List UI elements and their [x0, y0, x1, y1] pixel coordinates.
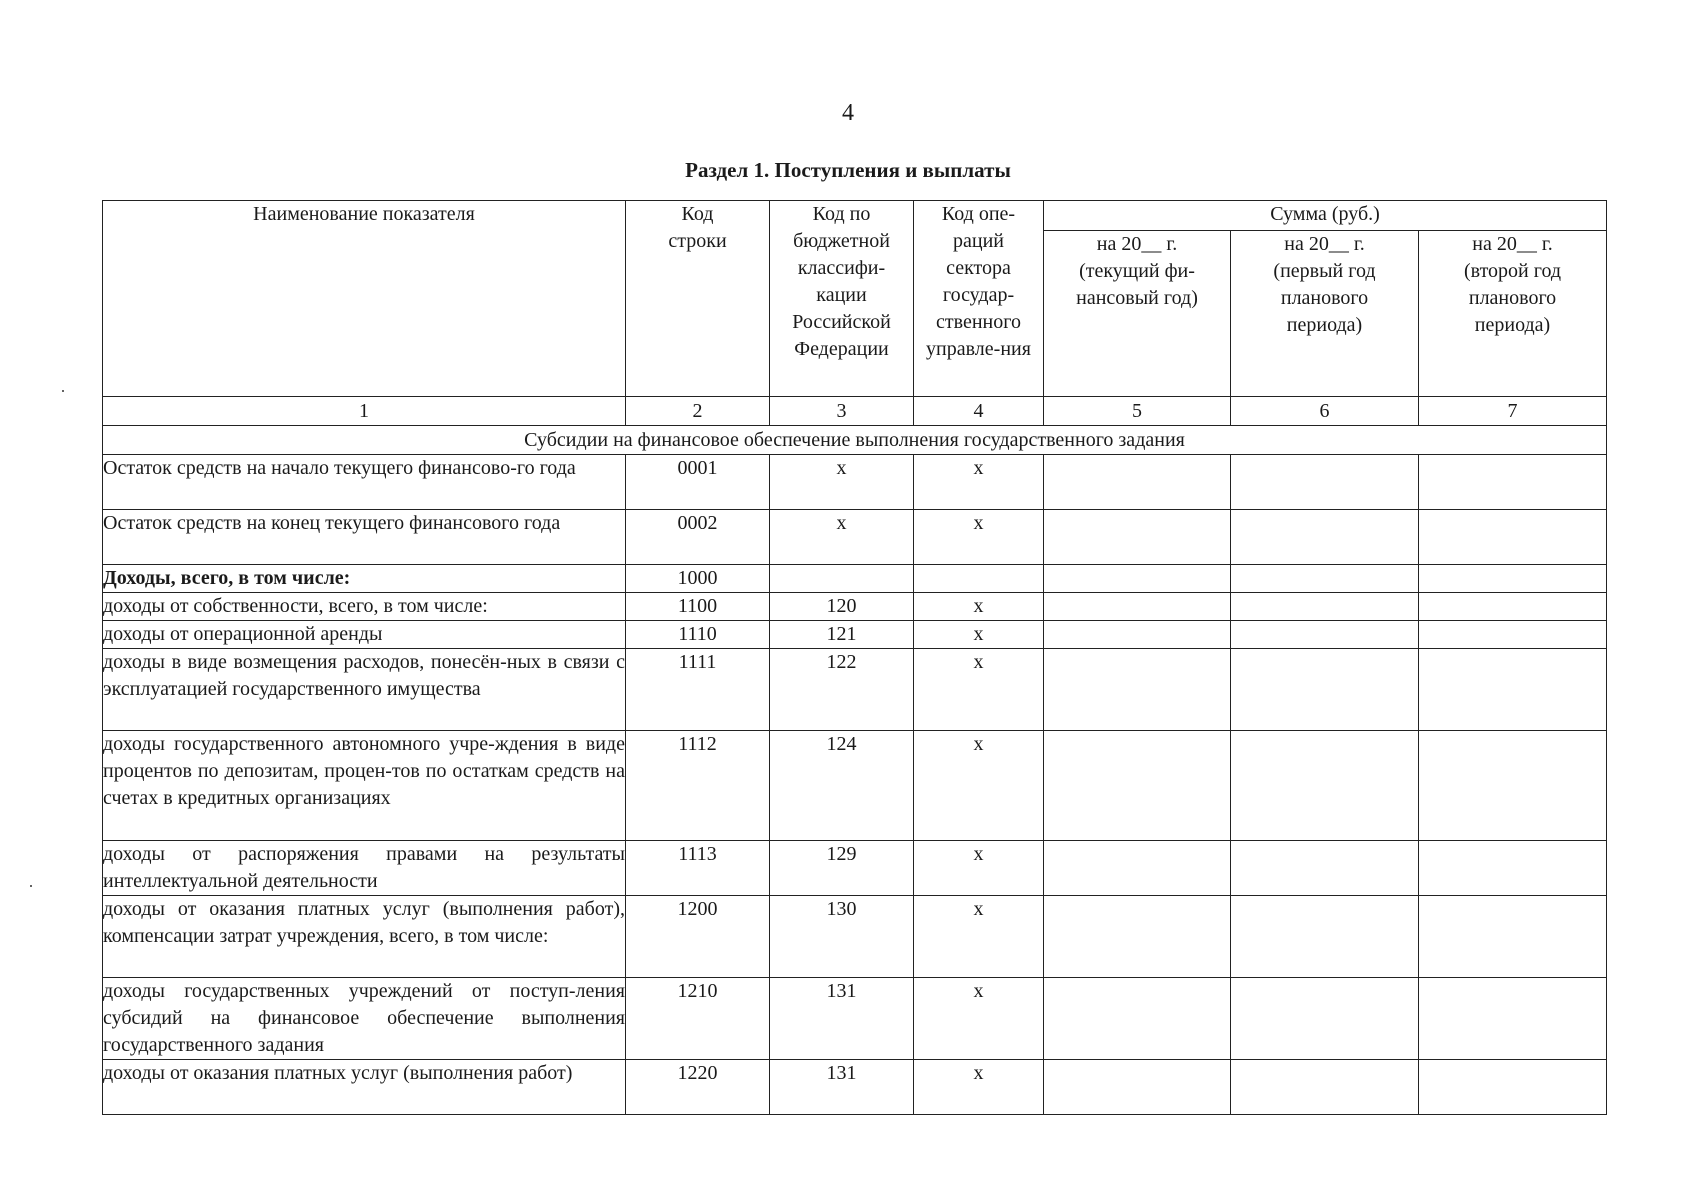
section-title: Раздел 1. Поступления и выплаты: [685, 158, 1011, 182]
row-budget-code: 131: [770, 978, 914, 1060]
row-operation-code: х: [914, 649, 1044, 731]
row-operation-code: х: [914, 455, 1044, 510]
table-row: [103, 731, 1607, 841]
row-name: Доходы, всего, в том числе:: [103, 565, 626, 593]
amount-cell: [1044, 565, 1231, 593]
amount-cell: [1044, 649, 1231, 731]
table-row: [103, 841, 1607, 896]
section-heading: Субсидии на финансовое обеспечение выполнения государственного задания: [103, 426, 1607, 455]
row-code: 1200: [626, 896, 770, 978]
row-budget-code: х: [770, 510, 914, 565]
column-number: 1: [103, 397, 626, 426]
row-operation-code: х: [914, 621, 1044, 649]
row-code: 1220: [626, 1060, 770, 1115]
row-code: 1110: [626, 621, 770, 649]
row-budget-code: 130: [770, 896, 914, 978]
amount-cell: [1231, 896, 1419, 978]
header-year-first: [1231, 231, 1419, 397]
amount-cell: [1419, 565, 1607, 593]
header-row-code-text: Код строки: [668, 203, 727, 252]
header-sum: Сумма (руб.): [1044, 201, 1607, 231]
amount-cell: [1044, 978, 1231, 1060]
amount-cell: [1419, 455, 1607, 510]
row-budget-code: 124: [770, 731, 914, 841]
row-code: 1111: [626, 649, 770, 731]
income-expense-table: [102, 200, 1607, 1115]
amount-cell: [1231, 565, 1419, 593]
amount-cell: [1419, 621, 1607, 649]
row-budget-code: 122: [770, 649, 914, 731]
row-operation-code: х: [914, 841, 1044, 896]
row-code: 0002: [626, 510, 770, 565]
row-code: 1210: [626, 978, 770, 1060]
row-operation-code: х: [914, 731, 1044, 841]
row-name: доходы от собственности, всего, в том числе:: [103, 593, 626, 621]
row-name: доходы от распоряжения правами на результаты интеллектуальной деятельности: [103, 841, 626, 896]
column-number: 2: [626, 397, 770, 426]
row-name: доходы государственных учреждений от поступ-ления субсидий на финансовое обеспечение выполнения государственного задания: [103, 978, 626, 1060]
row-budget-code: 131: [770, 1060, 914, 1115]
header-year-current: [1044, 231, 1231, 397]
amount-cell: [1419, 978, 1607, 1060]
amount-cell: [1231, 731, 1419, 841]
table-row: [103, 978, 1607, 1060]
row-name: доходы в виде возмещения расходов, понесён-ных в связи с эксплуатацией государственного имущества: [103, 649, 626, 731]
row-code: 1113: [626, 841, 770, 896]
amount-cell: [1419, 649, 1607, 731]
header-budget-code-text: Код по бюджетной классифи-кации Российской Федерации: [792, 203, 891, 360]
amount-cell: [1419, 593, 1607, 621]
row-name: доходы от оказания платных услуг (выполнения работ), компенсации затрат учреждения, всего, в том числе:: [103, 896, 626, 978]
column-number: 5: [1044, 397, 1231, 426]
amount-cell: [1044, 455, 1231, 510]
amount-cell: [1419, 731, 1607, 841]
row-budget-code: 121: [770, 621, 914, 649]
header-name: Наименование показателя: [103, 201, 626, 397]
amount-cell: [1044, 731, 1231, 841]
amount-cell: [1044, 841, 1231, 896]
row-operation-code: [914, 565, 1044, 593]
header-year-second-text: на 20__ г. (второй год планового периода): [1463, 233, 1562, 336]
row-budget-code: [770, 565, 914, 593]
amount-cell: [1231, 978, 1419, 1060]
column-number: 4: [914, 397, 1044, 426]
row-code: 1112: [626, 731, 770, 841]
row-name: доходы от оказания платных услуг (выполнения работ): [103, 1060, 626, 1115]
amount-cell: [1044, 1060, 1231, 1115]
amount-cell: [1044, 593, 1231, 621]
section-heading-row: [103, 426, 1607, 455]
column-number: 3: [770, 397, 914, 426]
amount-cell: [1231, 841, 1419, 896]
header-year-current-text: на 20__ г. (текущий фи-нансовый год): [1076, 233, 1198, 309]
table-row: [103, 455, 1607, 510]
table-row: [103, 649, 1607, 731]
amount-cell: [1419, 896, 1607, 978]
header-operation-code: [914, 201, 1044, 397]
header-year-second: [1419, 231, 1607, 397]
amount-cell: [1044, 621, 1231, 649]
amount-cell: [1231, 649, 1419, 731]
table-row: [103, 593, 1607, 621]
table-row: [103, 510, 1607, 565]
header-row-code: [626, 201, 770, 397]
row-budget-code: 120: [770, 593, 914, 621]
scan-speck: [30, 885, 32, 887]
header-budget-code: [770, 201, 914, 397]
amount-cell: [1231, 510, 1419, 565]
row-name: доходы от операционной аренды: [103, 621, 626, 649]
amount-cell: [1419, 841, 1607, 896]
header-operation-code-text: Код опе-раций сектора государ-ственного управле-ния: [926, 203, 1031, 360]
row-operation-code: х: [914, 896, 1044, 978]
scan-speck: [62, 390, 64, 392]
table-row: [103, 896, 1607, 978]
table-row: [103, 565, 1607, 593]
row-budget-code: х: [770, 455, 914, 510]
column-number: 7: [1419, 397, 1607, 426]
row-name: Остаток средств на конец текущего финансового года: [103, 510, 626, 565]
amount-cell: [1231, 621, 1419, 649]
row-code: 0001: [626, 455, 770, 510]
row-code: 1100: [626, 593, 770, 621]
amount-cell: [1419, 1060, 1607, 1115]
row-budget-code: 129: [770, 841, 914, 896]
page-number: 4: [842, 100, 854, 126]
row-operation-code: х: [914, 510, 1044, 565]
amount-cell: [1231, 593, 1419, 621]
table-row: [103, 1060, 1607, 1115]
column-numbers-row: [103, 397, 1607, 426]
row-code: 1000: [626, 565, 770, 593]
header-year-first-text: на 20__ г. (первый год планового периода): [1273, 233, 1376, 336]
row-operation-code: х: [914, 978, 1044, 1060]
row-operation-code: х: [914, 1060, 1044, 1115]
amount-cell: [1231, 455, 1419, 510]
row-name: доходы государственного автономного учре-ждения в виде процентов по депозитам, процен-тов по остаткам средств на счетах в кредитных организациях: [103, 731, 626, 841]
column-number: 6: [1231, 397, 1419, 426]
amount-cell: [1419, 510, 1607, 565]
amount-cell: [1044, 510, 1231, 565]
amount-cell: [1044, 896, 1231, 978]
table-row: [103, 621, 1607, 649]
row-name: Остаток средств на начало текущего финансово-го года: [103, 455, 626, 510]
amount-cell: [1231, 1060, 1419, 1115]
row-operation-code: х: [914, 593, 1044, 621]
